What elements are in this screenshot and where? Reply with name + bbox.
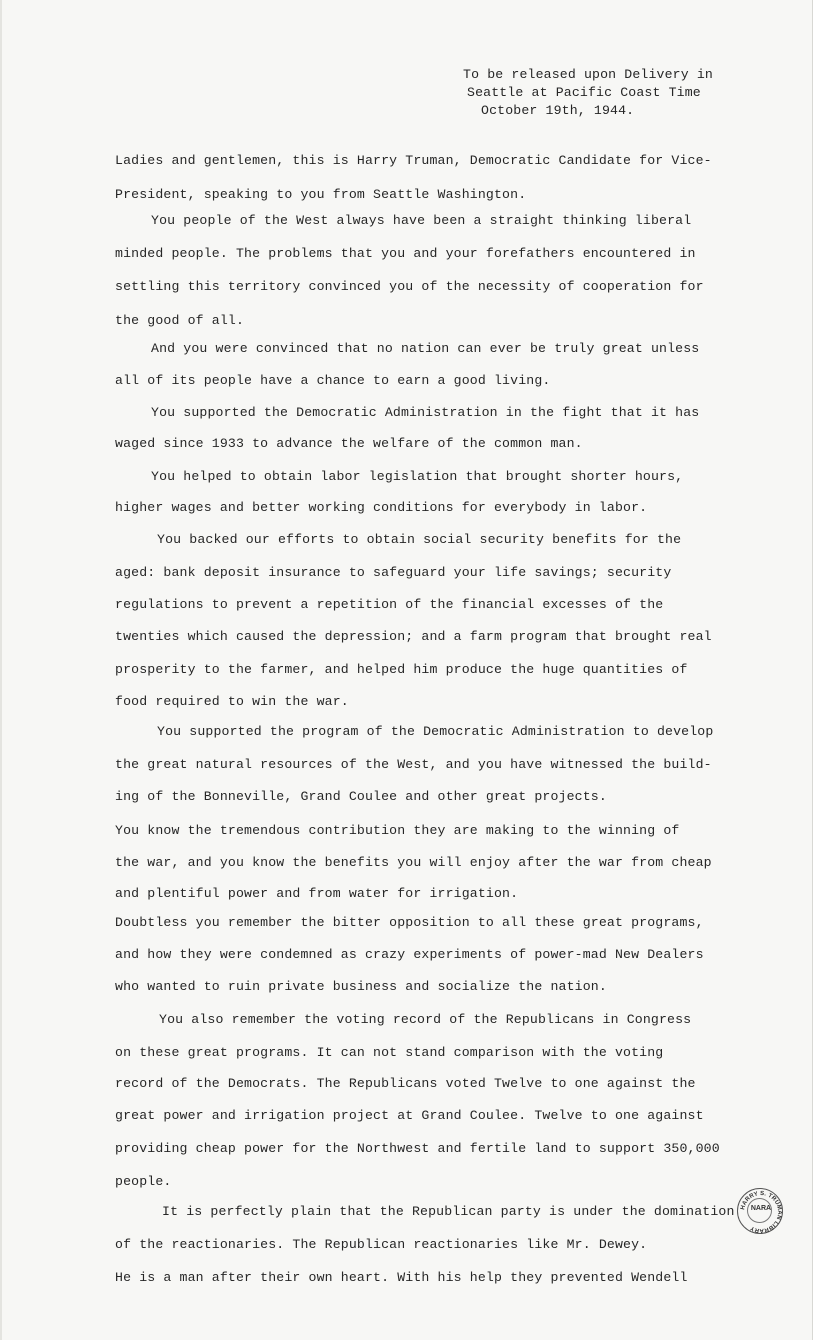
text-line: prosperity to the farmer, and helped him produce the huge quantities of — [115, 662, 688, 677]
text-line: You people of the West always have been a straight thinking liberal — [151, 213, 692, 228]
text-line: the war, and you know the benefits you will enjoy after the war from cheap — [115, 855, 712, 870]
text-line: You supported the Democratic Administration in the fight that it has — [151, 405, 700, 420]
seal-ring-text: HARRY S. TRUMAN LIBRARY — [740, 1190, 783, 1234]
text-line: all of its people have a chance to earn a good living. — [115, 373, 551, 388]
release-line: October 19th, 1944. — [481, 103, 635, 118]
text-line: and how they were condemned as crazy experiments of power-mad New Dealers — [115, 947, 704, 962]
text-line: You know the tremendous contribution they are making to the winning of — [115, 823, 680, 838]
text-line: You supported the program of the Democratic Administration to develop — [157, 724, 714, 739]
text-line: and plentiful power and from water for irrigation. — [115, 886, 519, 901]
text-line: minded people. The problems that you and your forefathers encountered in — [115, 246, 696, 261]
text-line: record of the Democrats. The Republicans voted Twelve to one against the — [115, 1076, 696, 1091]
text-line: waged since 1933 to advance the welfare of the common man. — [115, 436, 583, 451]
text-line: You also remember the voting record of the Republicans in Congress — [159, 1012, 692, 1027]
text-line: food required to win the war. — [115, 694, 349, 709]
text-line: Doubtless you remember the bitter opposition to all these great programs, — [115, 915, 704, 930]
text-line: It is perfectly plain that the Republican party is under the domination — [162, 1204, 735, 1219]
text-line: And you were convinced that no nation can ever be truly great unless — [151, 341, 700, 356]
text-line: regulations to prevent a repetition of the financial excesses of the — [115, 597, 664, 612]
text-line: higher wages and better working conditions for everybody in labor. — [115, 500, 648, 515]
text-line: ing of the Bonneville, Grand Coulee and other great projects. — [115, 789, 607, 804]
release-line: Seattle at Pacific Coast Time — [467, 85, 701, 100]
text-line: twenties which caused the depression; and a farm program that brought real — [115, 629, 712, 644]
text-line: who wanted to ruin private business and socialize the nation. — [115, 979, 607, 994]
text-line: the good of all. — [115, 313, 245, 328]
text-line: people. — [115, 1174, 172, 1189]
text-line: settling this territory convinced you of the necessity of cooperation for — [115, 279, 704, 294]
text-line: President, speaking to you from Seattle Washington. — [115, 187, 527, 202]
text-line: the great natural resources of the West, and you have witnessed the build- — [115, 757, 712, 772]
text-line: He is a man after their own heart. With his help they prevented Wendell — [115, 1270, 688, 1285]
text-line: great power and irrigation project at Grand Coulee. Twelve to one against — [115, 1108, 704, 1123]
release-line: To be released upon Delivery in — [463, 67, 713, 82]
text-line: You helped to obtain labor legislation that brought shorter hours, — [151, 469, 684, 484]
text-line: Ladies and gentlemen, this is Harry Truman, Democratic Candidate for Vice- — [115, 153, 712, 168]
text-line: on these great programs. It can not stand comparison with the voting — [115, 1045, 664, 1060]
text-line: aged: bank deposit insurance to safeguard your life savings; security — [115, 565, 672, 580]
text-line: You backed our efforts to obtain social security benefits for the — [157, 532, 682, 547]
release-notice — [463, 66, 713, 120]
text-line: providing cheap power for the Northwest and fertile land to support 350,000 — [115, 1141, 720, 1156]
seal-center-text: NARA — [750, 1205, 772, 1212]
text-line: of the reactionaries. The Republican reactionaries like Mr. Dewey. — [115, 1237, 648, 1252]
library-seal-stamp — [737, 1188, 783, 1234]
